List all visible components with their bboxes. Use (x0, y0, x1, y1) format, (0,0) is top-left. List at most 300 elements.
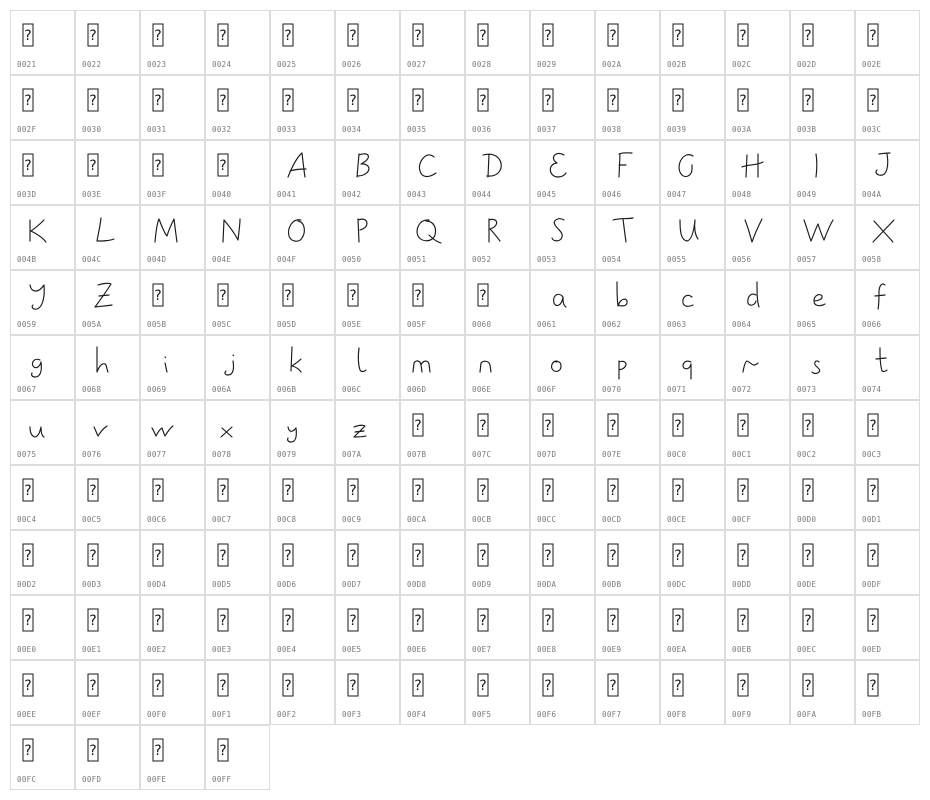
glyph-stroke (95, 283, 112, 307)
glyph-a-icon (530, 270, 595, 320)
tofu-box-icon (400, 270, 465, 320)
glyph-cell[interactable] (855, 140, 920, 205)
tofu-question-mark: ? (544, 548, 552, 564)
glyph-cell[interactable] (270, 530, 335, 595)
glyph-cell[interactable] (790, 400, 855, 465)
glyph-stroke (619, 361, 626, 379)
glyph-y-icon (270, 400, 335, 450)
glyph-code-label: 006F (537, 385, 557, 394)
glyph-E-icon (530, 140, 595, 190)
glyph-cell[interactable] (790, 595, 855, 660)
glyph-cell[interactable] (335, 205, 400, 270)
glyph-cell[interactable] (725, 465, 790, 530)
glyph-code-label: 00CB (472, 515, 492, 524)
glyph-code-label: 00F3 (342, 710, 362, 719)
tofu-question-mark: ? (414, 678, 422, 694)
glyph-cell[interactable] (660, 530, 725, 595)
glyph-code-label: 005D (277, 320, 297, 329)
tofu-box-icon (10, 10, 75, 60)
glyph-cell[interactable] (725, 205, 790, 270)
glyph-cell[interactable] (465, 660, 530, 725)
tofu-box-icon (140, 10, 205, 60)
tofu-question-mark: ? (804, 548, 812, 564)
glyph-cell[interactable] (10, 205, 75, 270)
glyph-cell[interactable] (530, 335, 595, 400)
glyph-cell[interactable] (270, 660, 335, 725)
glyph-cell[interactable] (660, 10, 725, 75)
glyph-stroke (683, 295, 693, 306)
glyph-cell[interactable] (335, 270, 400, 335)
glyph-cell[interactable] (855, 270, 920, 335)
glyph-cell[interactable] (335, 140, 400, 205)
tofu-question-mark: ? (414, 418, 422, 434)
glyph-stroke (152, 426, 173, 436)
tofu-question-mark: ? (804, 28, 812, 44)
tofu-question-mark: ? (24, 548, 32, 564)
glyph-cell[interactable] (790, 530, 855, 595)
glyph-code-label: 0022 (82, 60, 102, 69)
glyph-cell[interactable] (205, 140, 270, 205)
glyph-cell[interactable] (725, 10, 790, 75)
glyph-code-label: 00FC (17, 775, 37, 784)
glyph-code-label: 003A (732, 125, 752, 134)
glyph-cell[interactable] (75, 725, 140, 790)
tofu-box-icon (595, 465, 660, 515)
tofu-question-mark: ? (219, 548, 227, 564)
glyph-code-label: 0036 (472, 125, 492, 134)
glyph-code-label: 003D (17, 190, 37, 199)
tofu-question-mark: ? (154, 548, 162, 564)
tofu-question-mark: ? (544, 483, 552, 499)
glyph-cell[interactable] (465, 595, 530, 660)
tofu-box-icon (270, 595, 335, 645)
tofu-box-icon (400, 10, 465, 60)
glyph-cell[interactable] (595, 75, 660, 140)
glyph-cell[interactable] (660, 660, 725, 725)
tofu-box-icon (140, 465, 205, 515)
glyph-code-label: 00D4 (147, 580, 167, 589)
glyph-code-label: 00D8 (407, 580, 427, 589)
glyph-cell[interactable] (790, 205, 855, 270)
tofu-box-icon (205, 75, 270, 125)
glyph-cell[interactable] (75, 75, 140, 140)
glyph-cell[interactable] (270, 140, 335, 205)
glyph-cell[interactable] (530, 530, 595, 595)
glyph-stroke (742, 154, 763, 177)
glyph-code-label: 00D5 (212, 580, 232, 589)
glyph-cell[interactable] (205, 205, 270, 270)
glyph-cell[interactable] (140, 660, 205, 725)
glyph-cell[interactable] (75, 660, 140, 725)
glyph-code-label: 007C (472, 450, 492, 459)
tofu-box-icon (725, 595, 790, 645)
glyph-cell[interactable] (270, 465, 335, 530)
glyph-cell[interactable] (465, 400, 530, 465)
glyph-r-icon (725, 335, 790, 385)
tofu-box-icon (595, 660, 660, 710)
tofu-box-icon (270, 530, 335, 580)
tofu-box-icon (400, 595, 465, 645)
glyph-cell[interactable] (530, 75, 595, 140)
tofu-box-icon (335, 660, 400, 710)
glyph-code-label: 0047 (667, 190, 687, 199)
glyph-cell[interactable] (75, 400, 140, 465)
glyph-cell[interactable] (270, 205, 335, 270)
glyph-W-icon (790, 205, 855, 255)
tofu-question-mark: ? (284, 288, 292, 304)
glyph-cell[interactable] (10, 660, 75, 725)
glyph-cell[interactable] (75, 270, 140, 335)
glyph-cell[interactable] (790, 465, 855, 530)
glyph-cell[interactable] (855, 660, 920, 725)
glyph-cell[interactable] (75, 205, 140, 270)
glyph-cell[interactable] (270, 595, 335, 660)
tofu-box-icon (140, 140, 205, 190)
tofu-question-mark: ? (349, 93, 357, 109)
tofu-question-mark: ? (804, 613, 812, 629)
glyph-cell[interactable] (530, 270, 595, 335)
tofu-box-icon (205, 140, 270, 190)
glyph-code-label: 0062 (602, 320, 622, 329)
glyph-cell[interactable] (595, 400, 660, 465)
glyph-code-label: 00CC (537, 515, 557, 524)
tofu-box-icon (465, 400, 530, 450)
glyph-code-label: 00DE (797, 580, 817, 589)
glyph-cell[interactable] (465, 10, 530, 75)
glyph-cell[interactable] (530, 595, 595, 660)
glyph-cell[interactable] (140, 725, 205, 790)
glyph-cell[interactable] (725, 595, 790, 660)
glyph-cell[interactable] (140, 75, 205, 140)
glyph-code-label: 00C8 (277, 515, 297, 524)
tofu-box-icon (10, 725, 75, 775)
glyph-cell[interactable] (335, 335, 400, 400)
glyph-cell[interactable] (660, 335, 725, 400)
glyph-cell[interactable] (855, 75, 920, 140)
glyph-cell[interactable] (855, 530, 920, 595)
glyph-cell[interactable] (465, 530, 530, 595)
glyph-cell[interactable] (205, 270, 270, 335)
glyph-code-label: 003B (797, 125, 817, 134)
glyph-cell[interactable] (530, 400, 595, 465)
glyph-X-icon (855, 205, 920, 255)
glyph-cell[interactable] (75, 140, 140, 205)
glyph-cell[interactable] (75, 10, 140, 75)
glyph-stroke (288, 153, 306, 177)
glyph-cell[interactable] (595, 335, 660, 400)
glyph-cell[interactable] (335, 595, 400, 660)
glyph-cell[interactable] (855, 595, 920, 660)
tofu-box-icon (75, 140, 140, 190)
tofu-question-mark: ? (154, 483, 162, 499)
glyph-code-label: 00F7 (602, 710, 622, 719)
tofu-question-mark: ? (869, 678, 877, 694)
tofu-question-mark: ? (219, 743, 227, 759)
glyph-code-label: 00C1 (732, 450, 752, 459)
glyph-cell[interactable] (400, 140, 465, 205)
glyph-cell[interactable] (660, 400, 725, 465)
glyph-cell[interactable] (855, 335, 920, 400)
glyph-q-icon (660, 335, 725, 385)
tofu-question-mark: ? (89, 483, 97, 499)
glyph-cell[interactable] (725, 270, 790, 335)
glyph-F-icon (595, 140, 660, 190)
glyph-cell[interactable] (10, 595, 75, 660)
glyph-code-label: 00D0 (797, 515, 817, 524)
glyph-cell[interactable] (75, 465, 140, 530)
glyph-cell[interactable] (660, 270, 725, 335)
tofu-question-mark: ? (154, 678, 162, 694)
glyph-code-label: 00FE (147, 775, 167, 784)
glyph-cell[interactable] (855, 400, 920, 465)
glyph-cell[interactable] (335, 400, 400, 465)
glyph-cell[interactable] (10, 530, 75, 595)
glyph-cell[interactable] (140, 335, 205, 400)
glyph-cell[interactable] (205, 725, 270, 790)
glyph-cell[interactable] (530, 140, 595, 205)
glyph-code-label: 0049 (797, 190, 817, 199)
glyph-cell[interactable] (400, 335, 465, 400)
tofu-question-mark: ? (544, 93, 552, 109)
glyph-cell[interactable] (270, 270, 335, 335)
glyph-cell[interactable] (595, 270, 660, 335)
tofu-question-mark: ? (739, 613, 747, 629)
glyph-code-label: 00DA (537, 580, 557, 589)
tofu-question-mark: ? (609, 418, 617, 434)
tofu-box-icon (75, 10, 140, 60)
glyph-cell[interactable] (10, 725, 75, 790)
tofu-box-icon (10, 140, 75, 190)
glyph-cell[interactable] (660, 595, 725, 660)
glyph-cell[interactable] (10, 75, 75, 140)
glyph-cell[interactable] (205, 530, 270, 595)
tofu-box-icon (465, 660, 530, 710)
glyph-cell[interactable] (400, 660, 465, 725)
tofu-question-mark: ? (154, 743, 162, 759)
glyph-cell[interactable] (790, 10, 855, 75)
glyph-cell[interactable] (205, 10, 270, 75)
glyph-cell[interactable] (400, 530, 465, 595)
glyph-i-icon (140, 335, 205, 385)
tofu-question-mark: ? (479, 483, 487, 499)
glyph-stroke (554, 294, 566, 307)
glyph-d-icon (725, 270, 790, 320)
tofu-question-mark: ? (479, 548, 487, 564)
glyph-cell[interactable] (270, 75, 335, 140)
glyph-cell[interactable] (660, 205, 725, 270)
glyph-cell[interactable] (140, 140, 205, 205)
glyph-cell[interactable] (400, 75, 465, 140)
glyph-code-label: 00F4 (407, 710, 427, 719)
glyph-code-label: 0025 (277, 60, 297, 69)
glyph-cell[interactable] (10, 335, 75, 400)
tofu-box-icon (660, 400, 725, 450)
tofu-box-icon (270, 75, 335, 125)
glyph-cell[interactable] (595, 205, 660, 270)
glyph-cell[interactable] (465, 140, 530, 205)
glyph-stroke (812, 361, 820, 374)
tofu-question-mark: ? (609, 548, 617, 564)
glyph-cell[interactable] (140, 205, 205, 270)
glyph-cell[interactable] (595, 530, 660, 595)
glyph-cell[interactable] (790, 270, 855, 335)
glyph-t-icon (855, 335, 920, 385)
glyph-cell[interactable] (140, 465, 205, 530)
glyph-cell[interactable] (140, 400, 205, 465)
tofu-box-icon (10, 595, 75, 645)
tofu-box-icon (595, 530, 660, 580)
tofu-box-icon (855, 595, 920, 645)
glyph-cell[interactable] (595, 595, 660, 660)
glyph-cell[interactable] (140, 10, 205, 75)
glyph-cell[interactable] (400, 595, 465, 660)
glyph-u-icon (10, 400, 75, 450)
glyph-cell[interactable] (400, 400, 465, 465)
glyph-cell[interactable] (400, 465, 465, 530)
glyph-cell[interactable] (335, 75, 400, 140)
glyph-cell[interactable] (10, 400, 75, 465)
tofu-box-icon (400, 530, 465, 580)
glyph-cell[interactable] (270, 400, 335, 465)
tofu-box-icon (10, 75, 75, 125)
glyph-code-label: 004B (17, 255, 37, 264)
glyph-j-icon (205, 335, 270, 385)
glyph-stroke (32, 359, 42, 377)
glyph-code-label: 00D6 (277, 580, 297, 589)
glyph-cell[interactable] (465, 335, 530, 400)
glyph-cell[interactable] (855, 465, 920, 530)
glyph-cell[interactable] (530, 10, 595, 75)
glyph-cell[interactable] (10, 270, 75, 335)
glyph-code-label: 0056 (732, 255, 752, 264)
glyph-cell[interactable] (75, 530, 140, 595)
glyph-cell[interactable] (205, 335, 270, 400)
glyph-cell[interactable] (335, 465, 400, 530)
glyph-code-label: 003E (82, 190, 102, 199)
glyph-cell[interactable] (465, 205, 530, 270)
glyph-code-label: 00FF (212, 775, 232, 784)
glyph-cell[interactable] (75, 335, 140, 400)
glyph-cell[interactable] (595, 465, 660, 530)
glyph-code-label: 0038 (602, 125, 622, 134)
glyph-code-label: 00E3 (212, 645, 232, 654)
tofu-box-icon (205, 530, 270, 580)
glyph-cell[interactable] (725, 660, 790, 725)
glyph-H-icon (725, 140, 790, 190)
glyph-cell[interactable] (595, 660, 660, 725)
glyph-P-icon (335, 205, 400, 255)
glyph-cell[interactable] (725, 75, 790, 140)
glyph-cell[interactable] (725, 400, 790, 465)
glyph-cell[interactable] (205, 75, 270, 140)
glyph-code-label: 0053 (537, 255, 557, 264)
glyph-cell[interactable] (335, 530, 400, 595)
glyph-cell[interactable] (595, 10, 660, 75)
glyph-cell[interactable] (270, 335, 335, 400)
glyph-cell[interactable] (530, 205, 595, 270)
glyph-cell[interactable] (465, 465, 530, 530)
glyph-cell[interactable] (335, 10, 400, 75)
glyph-code-label: 0043 (407, 190, 427, 199)
glyph-cell[interactable] (205, 660, 270, 725)
tofu-box-icon (270, 465, 335, 515)
glyph-cell[interactable] (725, 530, 790, 595)
glyph-cell[interactable] (855, 205, 920, 270)
glyph-cell[interactable] (725, 140, 790, 205)
glyph-cell[interactable] (400, 270, 465, 335)
glyph-cell[interactable] (660, 75, 725, 140)
tofu-box-icon (335, 595, 400, 645)
tofu-question-mark: ? (479, 93, 487, 109)
glyph-V-icon (725, 205, 790, 255)
tofu-question-mark: ? (24, 158, 32, 174)
glyph-b-icon (595, 270, 660, 320)
glyph-code-label: 0073 (797, 385, 817, 394)
glyph-code-label: 0069 (147, 385, 167, 394)
glyph-cell[interactable] (530, 465, 595, 530)
glyph-cell[interactable] (790, 75, 855, 140)
glyph-cell[interactable] (205, 400, 270, 465)
tofu-question-mark: ? (154, 613, 162, 629)
glyph-cell[interactable] (10, 140, 75, 205)
tofu-box-icon (335, 10, 400, 60)
glyph-cell[interactable] (790, 660, 855, 725)
glyph-cell[interactable] (790, 140, 855, 205)
glyph-grid (10, 10, 920, 790)
tofu-box-icon (205, 10, 270, 60)
glyph-cell[interactable] (270, 10, 335, 75)
tofu-box-icon (790, 75, 855, 125)
glyph-cell[interactable] (790, 335, 855, 400)
tofu-box-icon (335, 75, 400, 125)
glyph-cell[interactable] (140, 530, 205, 595)
glyph-cell[interactable] (660, 465, 725, 530)
glyph-code-label: 00E0 (17, 645, 37, 654)
tofu-box-icon (400, 465, 465, 515)
tofu-question-mark: ? (414, 93, 422, 109)
tofu-question-mark: ? (804, 483, 812, 499)
tofu-box-icon (790, 660, 855, 710)
tofu-question-mark: ? (24, 613, 32, 629)
glyph-cell[interactable] (140, 270, 205, 335)
tofu-question-mark: ? (674, 613, 682, 629)
glyph-cell[interactable] (75, 595, 140, 660)
glyph-A-icon (270, 140, 335, 190)
glyph-cell[interactable] (140, 595, 205, 660)
tofu-box-icon (660, 660, 725, 710)
glyph-stroke (552, 219, 564, 241)
glyph-code-label: 00D7 (342, 580, 362, 589)
tofu-box-icon (855, 10, 920, 60)
glyph-cell[interactable] (205, 595, 270, 660)
glyph-cell[interactable] (400, 10, 465, 75)
glyph-cell[interactable] (725, 335, 790, 400)
glyph-stroke (94, 426, 107, 436)
glyph-cell[interactable] (335, 660, 400, 725)
glyph-cell[interactable] (595, 140, 660, 205)
glyph-cell[interactable] (465, 75, 530, 140)
glyph-cell[interactable] (465, 270, 530, 335)
glyph-cell[interactable] (530, 660, 595, 725)
glyph-cell[interactable] (400, 205, 465, 270)
glyph-cell[interactable] (10, 10, 75, 75)
glyph-cell[interactable] (205, 465, 270, 530)
glyph-cell[interactable] (660, 140, 725, 205)
glyph-cell[interactable] (10, 465, 75, 530)
tofu-box-icon (205, 465, 270, 515)
glyph-cell[interactable] (855, 10, 920, 75)
glyph-code-label: 00D9 (472, 580, 492, 589)
